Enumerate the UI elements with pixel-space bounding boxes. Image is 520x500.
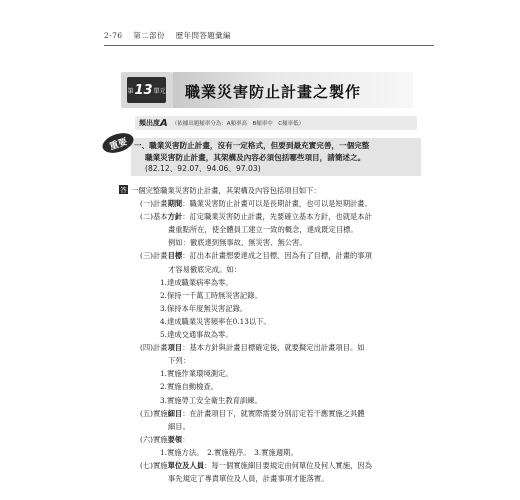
answer-line: (二)基本方針：訂定職業災害防止計畫，先要確立基本方針，也就是本計 — [140, 212, 372, 222]
unit-number: 13 — [134, 82, 153, 98]
page-title: 職業災害防止計畫之製作 — [185, 83, 362, 101]
list-item: 1.達成職業病率為零。 — [160, 277, 233, 287]
unit-label — [127, 77, 166, 103]
answer-line: 下列： — [168, 356, 190, 366]
frequency-bar — [135, 116, 417, 130]
unit-suffix: 單元 — [153, 87, 166, 95]
unit-prefix: 第 — [127, 87, 134, 95]
important-badge: 重要 — [100, 129, 136, 156]
answer-line: 事先規定了專責單位及人員，計畫事項才能落實。 — [168, 474, 329, 484]
page-number: 2-76 — [104, 31, 123, 40]
question-line: 職業災害防止計畫，其架構及內容必須包括哪些項目，請簡述之。 — [145, 152, 366, 162]
part-label: 第二部份 — [133, 31, 165, 40]
answer-body — [131, 184, 431, 485]
answer-line: 畫重點所在，使全體員工建立一致的概念，達成既定目標。 — [168, 225, 358, 235]
answer-line: 例如：徹底達到無事故、無災害、無公害。 — [168, 238, 307, 248]
answer-mark: 答 — [120, 186, 127, 194]
answer-line: (四)計畫項目：基本方針與計畫目標確定後，就要擬定出計畫項目。如 — [140, 343, 365, 353]
answer-line: (七)實施單位及人員：每一個實施細目要規定由何單位及何人實施，因為 — [140, 460, 372, 470]
running-header — [104, 30, 231, 41]
answer-line: 才容易徹底完成。如： — [168, 264, 241, 274]
list-item: 3.實施勞工安全衛生教育訓練。 — [160, 395, 262, 405]
frequency-note: （依據出題頻率分為：A頻率高 B頻率中 C頻率低） — [171, 121, 305, 127]
list-item: 1.實施方法。 2.實施程序。 3.實施週期。 — [160, 447, 298, 457]
answer-line: 一個完整職業災害防止計畫，其架構及內容包括項目如下： — [131, 186, 321, 195]
list-item: 3.保持本年度無災害記錄。 — [160, 303, 248, 313]
answer-line: 細目。 — [168, 421, 190, 431]
list-item: 2.實施自動檢查。 — [160, 382, 219, 392]
question-years: (82.12、92.07、94.06、97.03) — [145, 164, 261, 173]
list-item: 5.達成交通事故為零。 — [160, 330, 233, 340]
answer-line: (一)計畫期間：職業災害防止計畫可以是長期計畫，也可以是短期計畫。 — [140, 199, 372, 209]
question — [134, 140, 418, 175]
list-item: 1.實施作業環境測定。 — [160, 369, 233, 379]
question-line: 一、職業災害防止計畫，沒有一定格式，但要到最充實完善，一個完整 — [134, 141, 370, 150]
answer-line: (三)計畫目標：訂出本計畫想要達成之目標，因為有了目標，計畫的事項 — [140, 251, 372, 261]
frequency-label: 頻出度 — [139, 119, 160, 127]
answer-line: (六)實施要領： — [140, 434, 190, 444]
book-title: 歷年問答題彙編 — [175, 31, 231, 40]
list-item: 2.保持一千萬工時無災害記錄。 — [160, 290, 262, 300]
list-item: 4.達成職業災害頻率在0.13以下。 — [160, 316, 271, 326]
header-divider — [104, 45, 434, 46]
answer-line: (五)實施細目：在計畫項目下，就實際需要分別訂定若干應實施之具體 — [140, 408, 365, 418]
frequency-grade: A — [160, 117, 168, 129]
